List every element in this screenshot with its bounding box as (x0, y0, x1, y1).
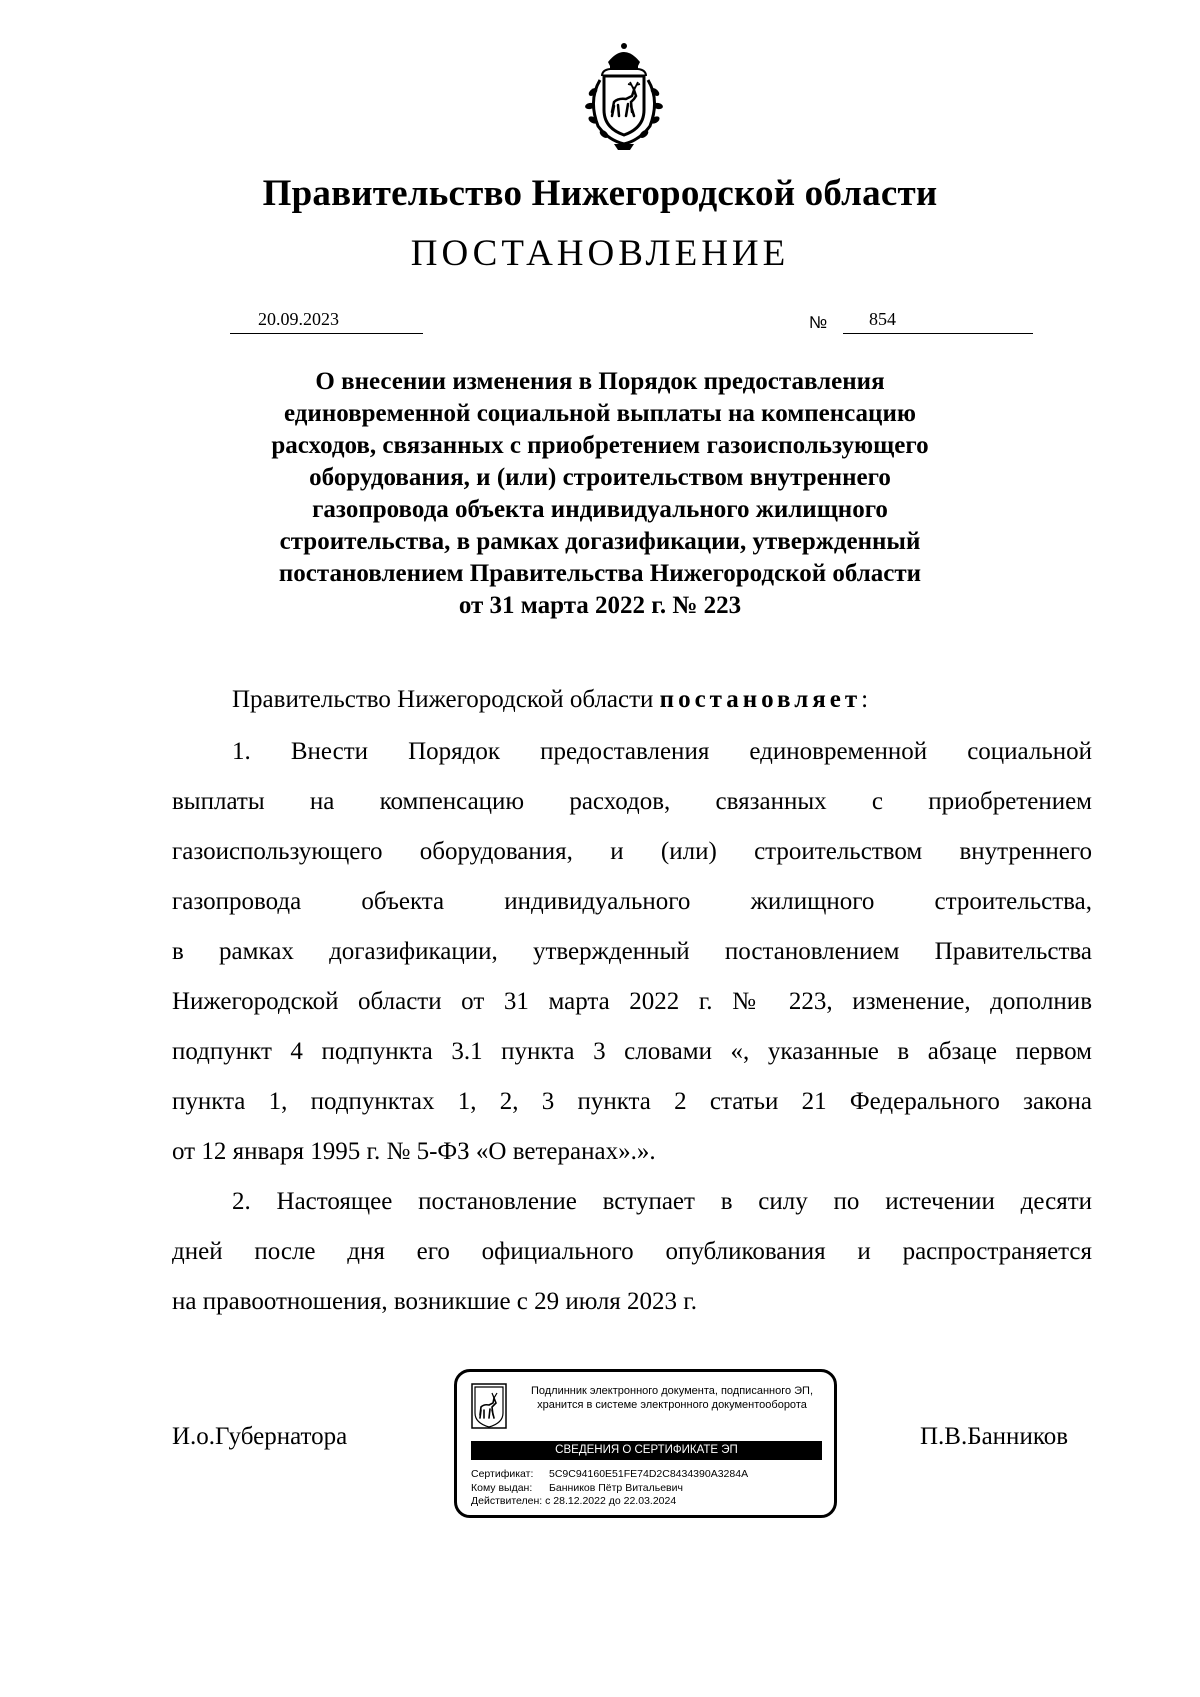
document-subject (200, 366, 1000, 622)
subject-line: строительства, в рамках догазификации, утвержденный (279, 528, 921, 555)
body-line: выплаты на компенсацию расходов, связанных с приобретением (172, 788, 1092, 815)
document-type: ПОСТАНОВЛЕНИЕ (410, 233, 790, 274)
validity-row (471, 1495, 826, 1509)
subject-line: постановлением Правительства Нижегородской области (278, 560, 922, 587)
stamp-details (471, 1468, 826, 1509)
body-line: Нижегородской области от 31 марта 2022 г. № 223, изменение, дополнив (172, 988, 1092, 1015)
document-date: 20.09.2023 (258, 309, 339, 329)
number-field (843, 309, 1033, 334)
stamp-header (517, 1384, 827, 1412)
certificate-label: Сертификат: (471, 1468, 534, 1480)
subject-line: от 31 марта 2022 г. № 223 (458, 592, 742, 619)
body-line: 2. Настоящее постановление вступает в силу по истечении десяти (232, 1188, 1092, 1215)
issued-to-row (471, 1482, 826, 1496)
stamp-header-line: Подлинник электронного документа, подписанного ЭП, (530, 1385, 814, 1397)
stamp-certificate-bar: СВЕДЕНИЯ О СЕРТИФИКАТЕ ЭП (471, 1441, 822, 1460)
body-line: 1. Внести Порядок предоставления единовременной социальной (232, 738, 1092, 765)
date-field (230, 309, 423, 334)
certificate-row (471, 1468, 826, 1482)
body-line: газоиспользующего оборудования, и (или) строительством внутреннего (172, 838, 1092, 865)
subject-line: О внесении изменения в Порядок предоставления (315, 368, 885, 395)
validity-value: с 28.12.2022 до 22.03.2024 (545, 1495, 677, 1507)
subject-line: единовременной социальной выплаты на компенсацию (284, 400, 916, 427)
preamble-text: Правительство Нижегородской области (232, 686, 660, 713)
document-number: 854 (869, 309, 896, 329)
subject-line: расходов, связанных с приобретением газоиспользующего (271, 432, 929, 459)
body-line: подпункт 4 подпункта 3.1 пункта 3 словами «, указанные в абзаце первом (172, 1038, 1092, 1065)
body-line: газопровода объекта индивидуального жилищного строительства, (172, 888, 1092, 915)
issued-to-label: Кому выдан: (471, 1481, 533, 1494)
preamble-end: : (861, 686, 869, 713)
issued-to-value: Банников Пётр Витальевич (549, 1481, 683, 1494)
organization-title: Правительство Нижегородской области (262, 173, 938, 214)
subject-line: газопровода объекта индивидуального жилищного (312, 496, 888, 523)
e-signature-stamp (454, 1369, 837, 1518)
body-line: пункта 1, подпунктах 1, 2, 3 пункта 2 статьи 21 Федерального закона (172, 1088, 1092, 1115)
number-sign: № (809, 313, 828, 332)
preamble (232, 686, 1152, 714)
signatory-position: И.о.Губернатора (172, 1423, 348, 1450)
signatory-name: П.В.Банников (920, 1423, 1068, 1450)
body-line: на правоотношения, возникшие с 29 июля 2023 г. (172, 1288, 697, 1315)
nizhny-novgorod-coat-of-arms-icon (574, 40, 674, 152)
certificate-value: 5C9C94160E51FE74D2C8434390A3284A (549, 1468, 749, 1480)
body-line: в рамках догазификации, утвержденный постановлением Правительства (172, 938, 1092, 965)
validity-label: Действителен: (471, 1495, 543, 1507)
body-line: от 12 января 1995 г. № 5-ФЗ «О ветеранах».». (172, 1138, 656, 1165)
preamble-action: постановляет (659, 686, 862, 713)
subject-line: оборудования, и (или) строительством внутреннего (309, 464, 891, 491)
stamp-header-line: хранится в системе электронного документооборота (537, 1399, 807, 1411)
body-line: дней после дня его официального опубликования и распространяется (172, 1238, 1092, 1265)
deer-emblem-icon (471, 1383, 507, 1429)
